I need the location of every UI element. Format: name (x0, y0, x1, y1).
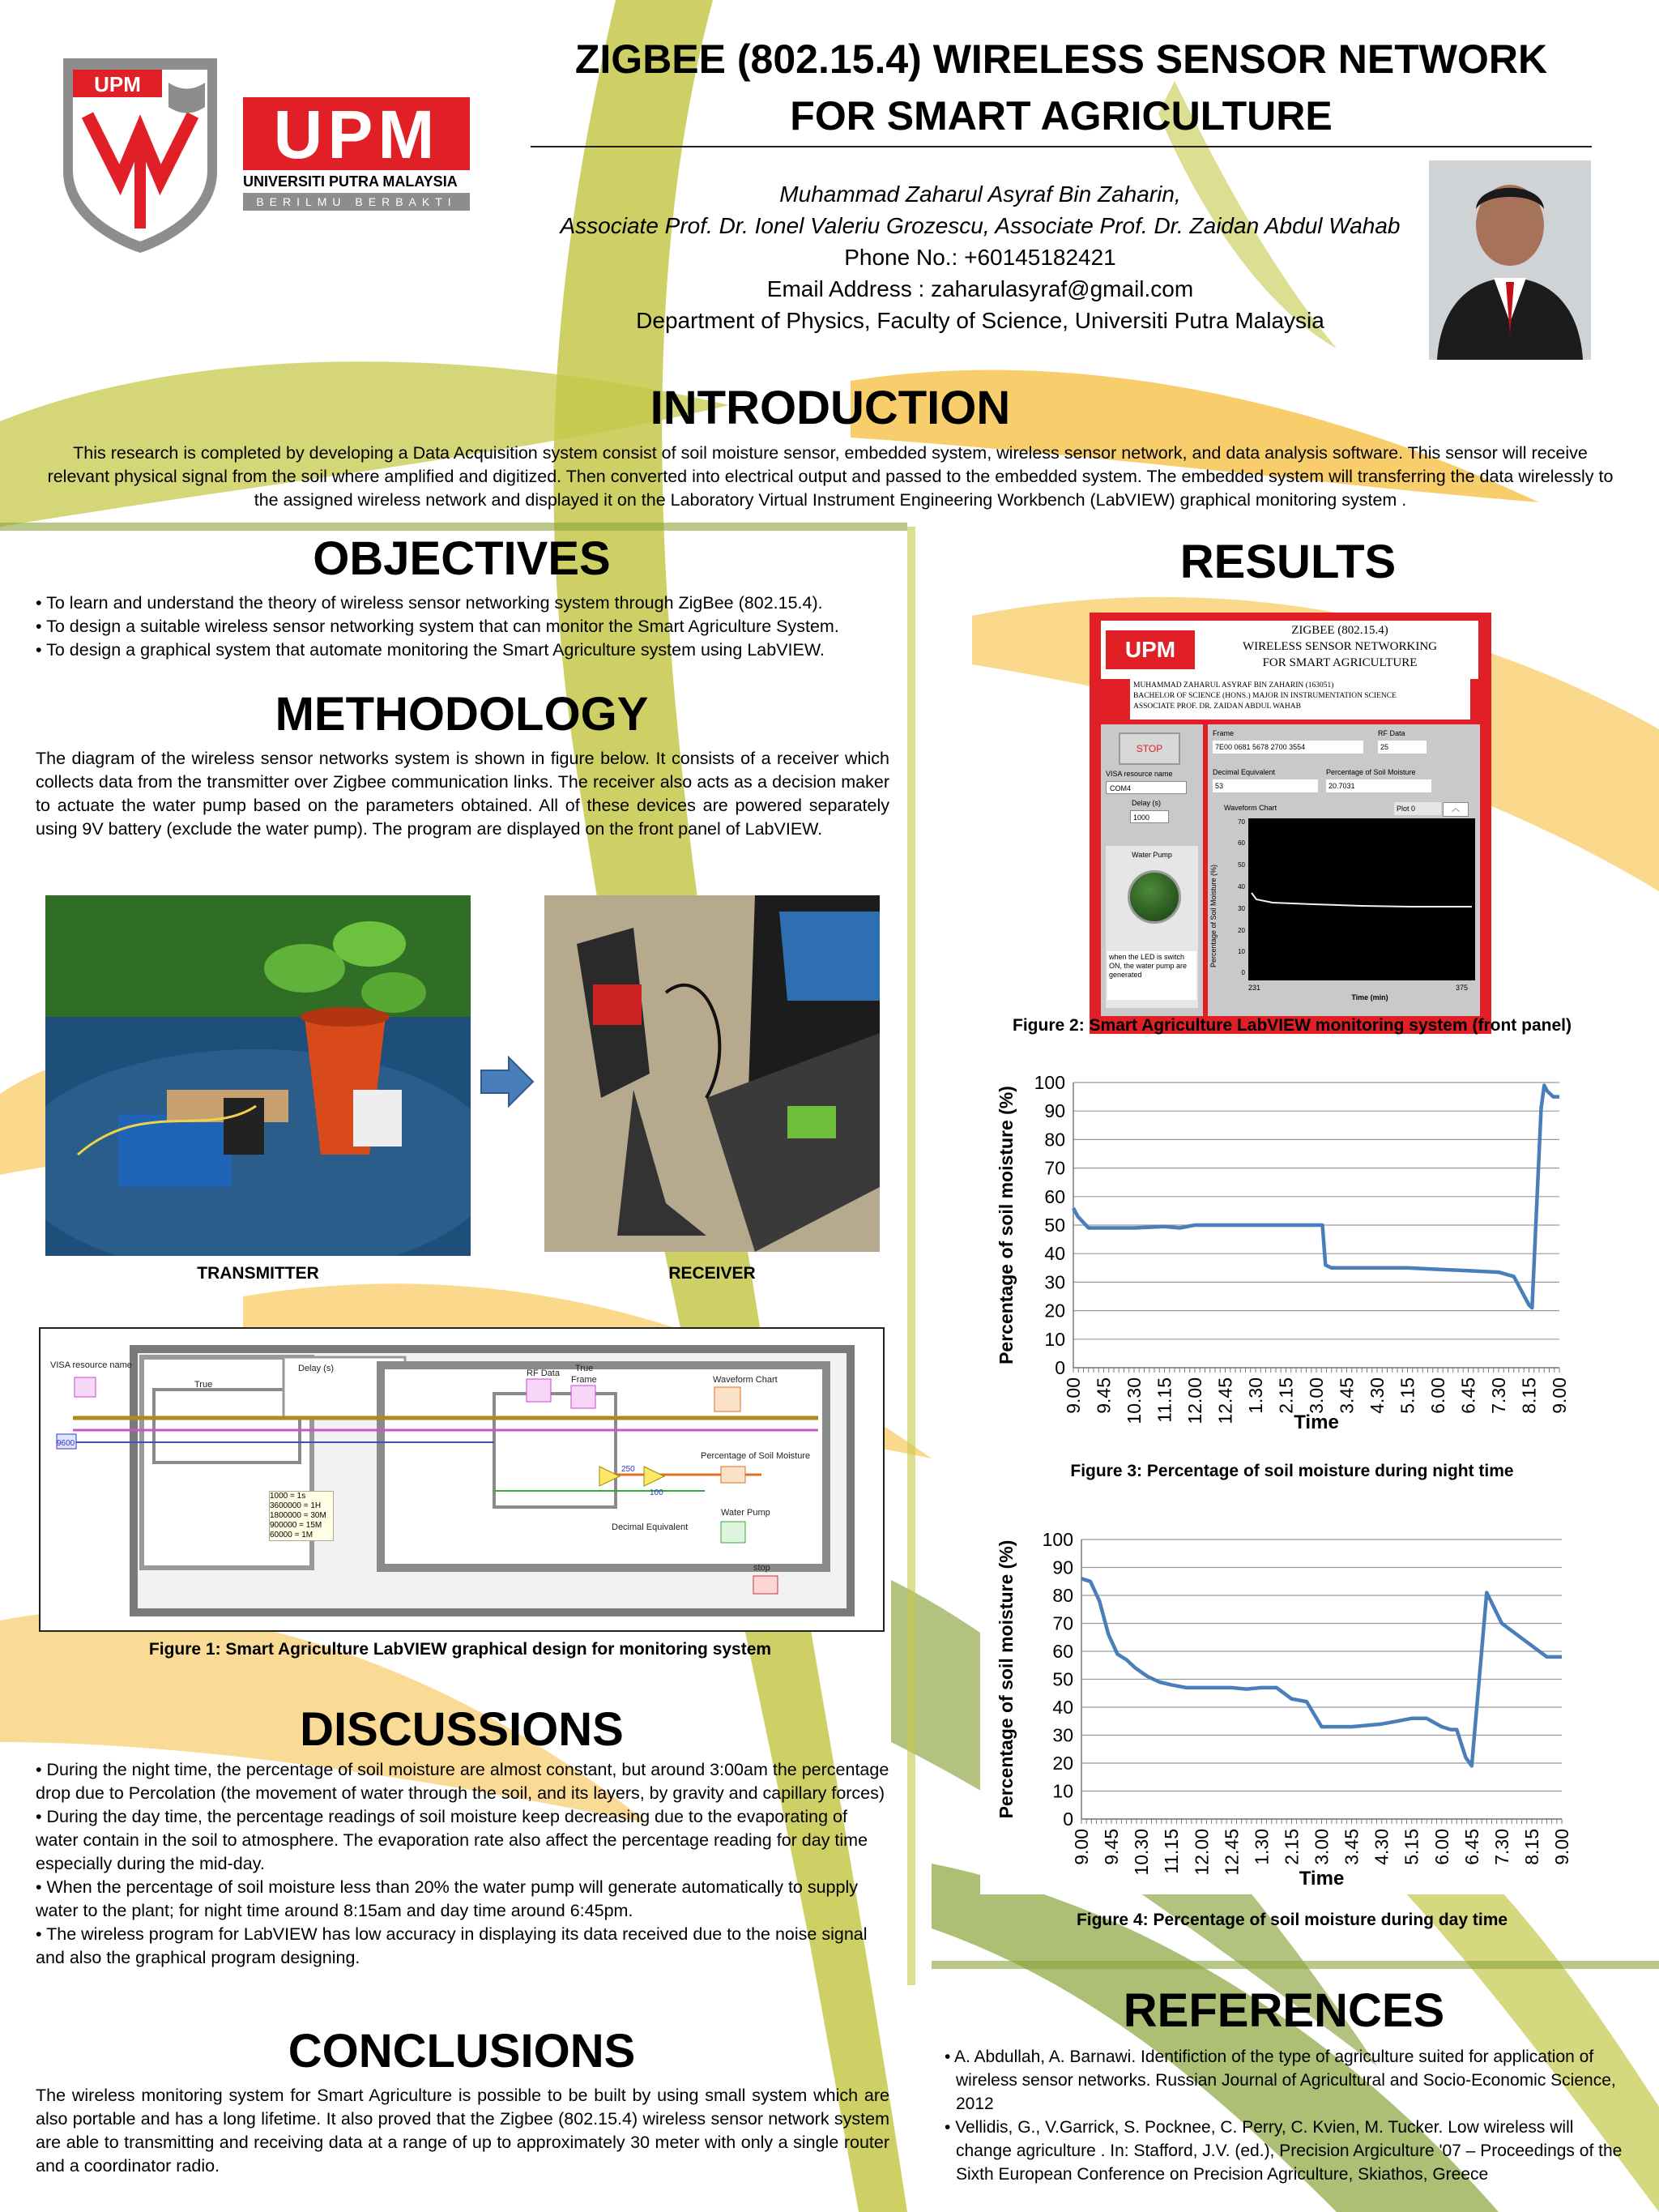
diagram-rf-label: RF Data (527, 1369, 560, 1378)
waveform-y-tick: 60 (1238, 839, 1245, 847)
y-axis-title: Percentage of soil moisture (%) (996, 1086, 1017, 1364)
discussion-text: The wireless program for LabVIEW has low accuracy in displaying its data received due to the noise signal and also the graphical program designing. (36, 1924, 868, 1967)
water-pump-note: when the LED is switch ON, the water pump are generated (1107, 951, 1196, 1000)
objective-item: • To design a suitable wireless sensor networking system that can monitor the Smart Agriculture System. (36, 617, 839, 636)
waveform-y-tick: 40 (1238, 883, 1245, 890)
figure3-caption: Figure 3: Percentage of soil moisture during night time (1070, 1462, 1514, 1480)
y-tick-label: 20 (1052, 1753, 1073, 1774)
x-tick-label: 9.45 (1101, 1829, 1123, 1865)
day-moisture-chart (980, 1523, 1572, 1894)
delay-input[interactable]: 1000 (1130, 810, 1169, 823)
reference-text: Vellidis, G., V.Garrick, S. Pocknee, C. Perry, C. Kvien, M. Tucker. Low wireless will change agriculture . In: Stafford, J.V. (ed.), Precision Argiculture '07 – Proceedings of the Sixth European Conference on Precision Agriculture, Skiathos, Greece (955, 2118, 1623, 2184)
front-panel-header (1101, 621, 1478, 679)
plot-toggle-icon[interactable]: ︿ (1443, 802, 1469, 817)
author-phone: Phone No.: +60145182421 (844, 245, 1116, 270)
discussion-text: During the night time, the percentage of soil moisture are almost constant, but around 3:00am the percentage drop due to Percolation (the movement of water through the soil, and its layers, by gravity and capillary forces) (36, 1760, 889, 1803)
x-tick-label: 9.45 (1093, 1377, 1115, 1414)
diagram-frame-label: Frame (571, 1375, 597, 1385)
logo-university-name: UNIVERSITI PUTRA MALAYSIA (243, 173, 458, 190)
x-tick-label: 3.00 (1311, 1829, 1333, 1865)
y-tick-label: 0 (1055, 1357, 1065, 1378)
x-tick-label: 9.00 (1071, 1829, 1092, 1865)
waveform-x-end: 375 (1456, 984, 1469, 992)
y-tick-label: 90 (1044, 1100, 1065, 1122)
transmitter-photo (45, 895, 471, 1256)
y-tick-label: 10 (1044, 1328, 1065, 1350)
author-block (527, 178, 1434, 336)
diagram-waveform-label: Waveform Chart (713, 1375, 778, 1385)
discussions-heading: DISCUSSIONS (300, 1703, 624, 1756)
x-tick-label: 12.00 (1184, 1377, 1205, 1424)
x-axis-title: Time (1299, 1868, 1345, 1890)
front-panel-left-controls (1101, 724, 1203, 1016)
methodology-text: The diagram of the wireless sensor networks system is shown in figure below. It consists of a receiver which collects data from the transmitter over Zigbee communication links. The receiver also acts as a decision maker to actuate the water pump based on the parameters obtained. All of these devices are powered separately using 9V battery (exclude the water pump). The program are displayed on the front panel of LabVIEW. (36, 749, 889, 839)
labview-front-panel (1090, 613, 1491, 1034)
y-tick-label: 20 (1044, 1300, 1065, 1322)
discussion-text: When the percentage of soil moisture less than 20% the water pump will generate automatically to supply water to the plant; for night time around 8:15am and day time around 6:45pm. (36, 1877, 858, 1920)
x-tick-label: 8.15 (1518, 1377, 1540, 1414)
upm-crest-icon (55, 58, 225, 253)
x-tick-label: 2.15 (1281, 1829, 1303, 1865)
person-icon (1429, 160, 1591, 360)
waveform-y-tick: 20 (1238, 927, 1245, 934)
y-tick-label: 70 (1044, 1157, 1065, 1179)
introduction-heading: INTRODUCTION (650, 382, 1011, 434)
y-tick-label: 80 (1044, 1129, 1065, 1151)
diagram-stop-label: stop (753, 1563, 770, 1573)
visa-select[interactable]: COM4 (1106, 781, 1187, 794)
diagram-time-conversion-note: 1000 = 1s 3600000 = 1H 1800000 = 30M 900000 = 15M 60000 = 1M (269, 1491, 334, 1541)
plot-legend: Plot 0 (1394, 802, 1441, 815)
x-tick-label: 11.15 (1161, 1829, 1183, 1874)
figure1-caption: Figure 1: Smart Agriculture LabVIEW graphical design for monitoring system (148, 1640, 772, 1659)
discussion-item: • During the day time, the percentage readings of soil moisture keep decreasing due to the evaporating of water contain in the soil to atmosphere. The evaporation rate also affect the percentage reading for day time especially during the mid-day. (36, 1807, 868, 1873)
y-tick-label: 0 (1063, 1808, 1073, 1830)
x-tick-label: 5.15 (1401, 1829, 1422, 1865)
references-heading: REFERENCES (1123, 1984, 1445, 2037)
results-heading: RESULTS (1179, 536, 1397, 588)
waveform-chart-area (1248, 818, 1475, 980)
water-pump-led-icon (1128, 870, 1181, 924)
author-line-1: Muhammad Zaharul Asyraf Bin Zaharin, (779, 181, 1181, 207)
author-email: Email Address : zaharulasyraf@gmail.com (766, 276, 1194, 301)
figure4-caption: Figure 4: Percentage of soil moisture during day time (1076, 1911, 1508, 1929)
diagram-decimal-label: Decimal Equivalent (612, 1522, 689, 1532)
x-tick-label: 9.00 (1063, 1377, 1084, 1414)
front-panel-title-line: ZIGBEE (802.15.4) (1291, 624, 1388, 637)
y-tick-label: 90 (1052, 1557, 1073, 1578)
x-tick-label: 6.45 (1457, 1377, 1479, 1414)
water-pump-panel (1106, 846, 1198, 1008)
front-panel-right-indicators (1208, 724, 1480, 1016)
front-panel-logo: UPM (1106, 630, 1195, 669)
y-tick-label: 70 (1052, 1612, 1073, 1634)
reference-text: A. Abdullah, A. Barnawi. Identifiction of the type of agriculture suited for application of wireless sensor networks. Russian Journal of Agricultural and Socio-Economic Science, 2012 (954, 2048, 1616, 2113)
x-tick-label: 11.15 (1154, 1377, 1175, 1423)
front-panel-title-line: WIRELESS SENSOR NETWORKING (1243, 640, 1437, 653)
diagram-100-value: 100 (650, 1488, 663, 1497)
x-tick-label: 6.00 (1431, 1829, 1452, 1865)
delay-label: Delay (s) (1132, 799, 1162, 807)
receiver-label: RECEIVER (668, 1264, 756, 1283)
logo-badge-text: UPM (94, 72, 141, 96)
poster-title (527, 31, 1596, 144)
waveform-chart-label: Waveform Chart (1224, 804, 1277, 812)
waveform-y-ticks (1226, 818, 1247, 980)
waveform-x-start: 231 (1248, 984, 1261, 992)
y-tick-label: 60 (1052, 1641, 1073, 1662)
waveform-y-axis-label (1206, 854, 1222, 976)
x-tick-label: 10.30 (1124, 1377, 1145, 1424)
right-arrow-icon (480, 1056, 535, 1108)
y-tick-label: 50 (1052, 1668, 1073, 1690)
rf-data-label: RF Data (1378, 729, 1405, 737)
y-tick-label: 100 (1034, 1072, 1065, 1093)
y-tick-label: 10 (1052, 1780, 1073, 1802)
conclusions-text: The wireless monitoring system for Smart Agriculture is possible to be built by using small system which are also portable and has a long lifetime. It also proved that the Zigbee (802.15.4) wireless sensor network system are able to transmitting and receiving data at a range of up to approximately 30 meter with only a single router and a coordinator radio. (36, 2086, 889, 2176)
methodology-heading: METHODOLOGY (275, 688, 649, 741)
objective-item: • To learn and understand the theory of wireless sensor networking system through ZigBee (802.15.4). (36, 593, 823, 613)
y-tick-label: 40 (1044, 1243, 1065, 1265)
x-tick-label: 6.45 (1461, 1829, 1482, 1865)
discussion-item: • The wireless program for LabVIEW has low accuracy in displaying its data received due to the noise signal and also the graphical program designing. (36, 1924, 868, 1967)
x-tick-label: 12.45 (1214, 1377, 1236, 1424)
waveform-y-tick: 0 (1241, 969, 1245, 976)
x-tick-label: 4.30 (1371, 1829, 1392, 1865)
title-divider (531, 146, 1592, 147)
waveform-y-label-text: Percentage of Soil Moisture (%) (1209, 864, 1218, 967)
transmitter-label: TRANSMITTER (197, 1264, 319, 1283)
diagram-250-value: 250 (621, 1465, 635, 1474)
author-department: Department of Physics, Faculty of Science, Universiti Putra Malaysia (636, 308, 1324, 333)
diagram-pump-label: Water Pump (721, 1508, 770, 1518)
x-tick-label: 10.30 (1131, 1829, 1153, 1876)
rf-data-value: 25 (1378, 741, 1427, 754)
university-logo (55, 58, 476, 253)
day-moisture-chart-svg (980, 1523, 1572, 1894)
diagram-percentage-label: Percentage of Soil Moisture (701, 1451, 811, 1461)
title-line-1: ZIGBEE (802.15.4) WIRELESS SENSOR NETWORK (574, 36, 1548, 82)
percentage-value: 20.7031 (1326, 779, 1431, 792)
decimal-value: 53 (1213, 779, 1318, 792)
night-moisture-chart-svg (980, 1070, 1572, 1438)
y-tick-label: 80 (1052, 1585, 1073, 1606)
receiver-photo (544, 895, 880, 1252)
objective-item: • To design a graphical system that automate monitoring the Smart Agriculture system using LabVIEW. (36, 640, 825, 660)
introduction-text: This research is completed by developing a Data Acquisition system consist of soil moisture sensor, embedded system, wireless sensor network, and data analysis software. This sensor will receive relevant physical signal from the soil where amplified and digitized. Then converted into electrical output and passed to the embedded system. The embedded system will transferring the data wirelessly to the assigned wireless network and displayed it on the Laboratory Virtual Instrument Engineering Workbench (LabVIEW) graphical monitoring system . (47, 443, 1614, 510)
conclusions-heading: CONCLUSIONS (288, 2025, 636, 2077)
x-tick-label: 8.15 (1520, 1829, 1542, 1865)
decimal-label: Decimal Equivalent (1213, 768, 1276, 776)
front-panel-title (1206, 622, 1473, 671)
discussions-list (36, 1758, 889, 1970)
x-tick-label: 12.45 (1221, 1829, 1243, 1876)
y-axis-title: Percentage of soil moisture (%) (996, 1539, 1017, 1819)
references-list (945, 2045, 1625, 2186)
y-tick-label: 60 (1044, 1185, 1065, 1207)
x-tick-label: 4.30 (1367, 1377, 1388, 1414)
objectives-heading: OBJECTIVES (313, 532, 611, 585)
objective-text: To learn and understand the theory of wireless sensor networking system through ZigBee (802.15.4). (46, 593, 823, 613)
front-panel-info-line: BACHELOR OF SCIENCE (HONS.) MAJOR IN INSTRUMENTATION SCIENCE (1133, 692, 1397, 700)
stop-button[interactable]: STOP (1119, 732, 1180, 765)
discussion-item: • During the night time, the percentage of soil moisture are almost constant, but around 3:00am the percentage drop due to Percolation (the movement of water through the soil, and its layers, by gravity and capillary forces) (36, 1760, 889, 1803)
waveform-y-tick: 70 (1238, 818, 1245, 826)
front-panel-info (1130, 679, 1470, 720)
author-line-2: Associate Prof. Dr. Ionel Valeriu Grozescu, Associate Prof. Dr. Zaidan Abdul Wahab (560, 213, 1401, 238)
objectives-list (36, 591, 894, 662)
visa-label: VISA resource name (1106, 770, 1173, 778)
logo-motto: BERILMU BERBAKTI (243, 193, 470, 211)
y-tick-label: 30 (1052, 1724, 1073, 1746)
reference-item: • A. Abdullah, A. Barnawi. Identifiction of the type of agriculture suited for application of wireless sensor networks. Russian Journal of Agricultural and Socio-Economic Science, 2012 (945, 2048, 1616, 2113)
front-panel-title-line: FOR SMART AGRICULTURE (1262, 656, 1418, 669)
title-line-2: FOR SMART AGRICULTURE (790, 93, 1333, 139)
x-tick-label: 3.45 (1336, 1377, 1358, 1414)
labview-block-diagram (39, 1327, 885, 1632)
author-portrait (1429, 160, 1591, 360)
y-tick-label: 30 (1044, 1271, 1065, 1293)
x-tick-label: 1.30 (1245, 1377, 1266, 1414)
frame-value: 7E00 0681 5678 2700 3554 (1213, 741, 1363, 754)
y-tick-label: 100 (1042, 1529, 1073, 1550)
moisture-series-line (1081, 1578, 1562, 1766)
water-pump-label: Water Pump (1132, 851, 1172, 859)
x-tick-label: 1.30 (1251, 1829, 1273, 1865)
front-panel-info-line: MUHAMMAD ZAHARUL ASYRAF BIN ZAHARIN (163051) (1133, 681, 1334, 690)
waveform-y-tick: 50 (1238, 861, 1245, 869)
diagram-delay-label: Delay (s) (298, 1364, 335, 1373)
objective-text: To design a graphical system that automate monitoring the Smart Agriculture system using LabVIEW. (46, 640, 825, 660)
figure2-caption: Figure 2: Smart Agriculture LabVIEW monitoring system (front panel) (1013, 1016, 1572, 1035)
diagram-visa-label: VISA resource name (50, 1360, 132, 1370)
waveform-x-label: Time (min) (1351, 993, 1388, 1001)
reference-item: • Vellidis, G., V.Garrick, S. Pocknee, C. Perry, C. Kvien, M. Tucker. Low wireless will change agriculture . In: Stafford, J.V. (ed.), Precision Argiculture '07 – Proceedings of the Sixth European Conference on Precision Agriculture, Skiathos, Greece (945, 2118, 1623, 2184)
frame-label: Frame (1213, 729, 1235, 737)
front-panel-info-line: ASSOCIATE PROF. DR. ZAIDAN ABDUL WAHAB (1133, 702, 1301, 711)
x-tick-label: 2.15 (1275, 1377, 1297, 1414)
percentage-label: Percentage of Soil Moisture (1326, 768, 1416, 776)
waveform-y-tick: 10 (1238, 948, 1245, 955)
y-tick-label: 50 (1044, 1215, 1065, 1236)
y-tick-label: 40 (1052, 1697, 1073, 1718)
diagram-baud-value: 9600 (57, 1439, 75, 1448)
x-tick-label: 7.30 (1491, 1829, 1512, 1865)
waveform-y-tick: 30 (1238, 905, 1245, 912)
x-tick-label: 9.00 (1551, 1829, 1572, 1865)
diagram-true-label: True (194, 1380, 213, 1390)
x-tick-label: 5.15 (1397, 1377, 1418, 1414)
discussion-item: • When the percentage of soil moisture less than 20% the water pump will generate automatically to supply water to the plant; for night time around 8:15am and day time around 6:45pm. (36, 1877, 858, 1920)
waveform-trace (1248, 818, 1475, 980)
discussion-text: During the day time, the percentage readings of soil moisture keep decreasing due to the evaporating of water contain in the soil to atmosphere. The evaporation rate also affect the percentage reading for day time especially during the mid-day. (36, 1807, 868, 1873)
diagram-true-label-2: True (575, 1364, 594, 1373)
x-tick-label: 12.00 (1191, 1829, 1213, 1876)
x-axis-title: Time (1294, 1411, 1339, 1433)
x-tick-label: 7.30 (1488, 1377, 1509, 1414)
objective-text: To design a suitable wireless sensor networking system that can monitor the Smart Agriculture System. (46, 617, 839, 636)
x-tick-label: 9.00 (1549, 1377, 1570, 1414)
x-tick-label: 6.00 (1427, 1377, 1448, 1414)
logo-wordmark: UPM (243, 97, 470, 170)
night-moisture-chart (980, 1070, 1572, 1438)
x-tick-label: 3.45 (1341, 1829, 1363, 1865)
x-tick-label: 3.00 (1306, 1377, 1327, 1414)
